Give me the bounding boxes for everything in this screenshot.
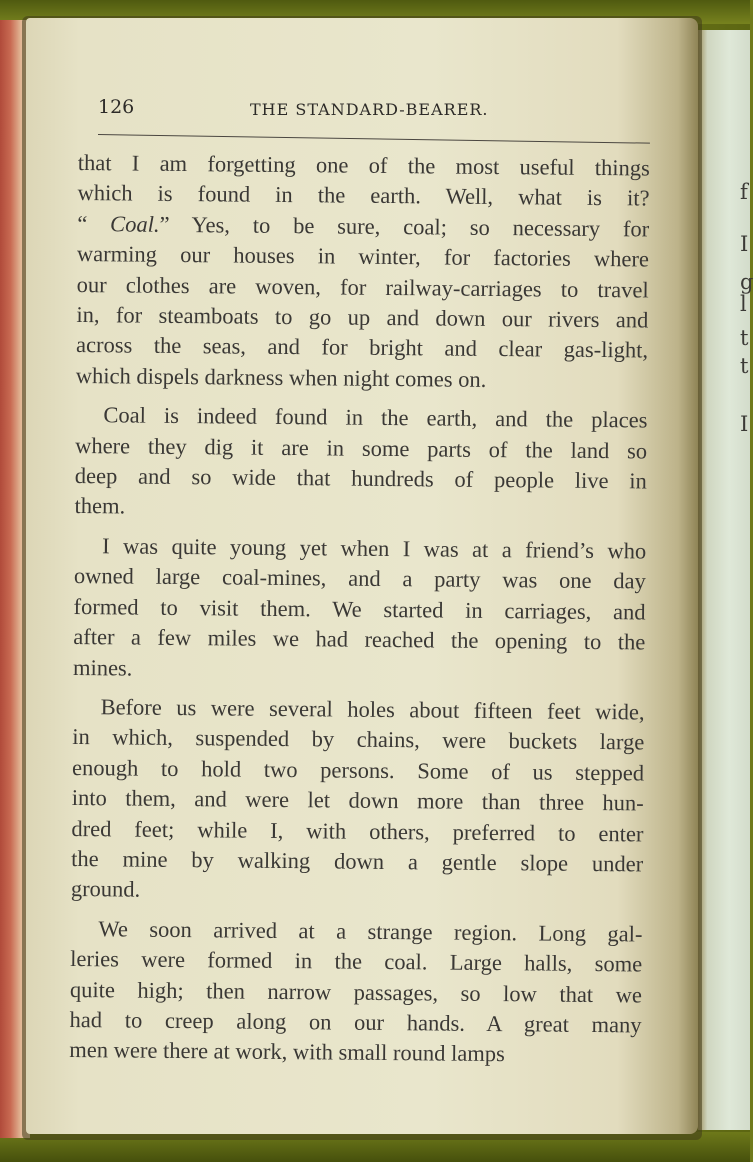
text-line: the mine by walking down a gentle slope under [71,845,644,877]
text-line: mines. [72,654,133,681]
text-line: into them, and were let down more than three hun- [71,785,644,816]
text-line: enough to hold two persons. Some of us stepped [71,754,645,786]
facing-page-letter: g [740,270,753,294]
text-line: deep and so wide that hundreds of people live in [74,463,647,494]
text-line: after a few miles we had reached the opening to the [73,624,646,655]
paragraph [71,692,645,910]
facing-page-letter: I [740,412,749,436]
text-line: had to creep along on our hands. A great many [69,1006,642,1038]
paragraph [73,531,646,689]
text-line: men were there at work, with small round lamps [69,1037,505,1067]
text-line: owned large coal-mines, and a party was one day [73,563,646,594]
facing-page-letter: t [740,354,749,378]
page-number: 126 [98,96,135,118]
text-line: them. [74,493,126,519]
text-line: leries were formed in the coal. Large halls, some [70,946,643,977]
facing-page-letter: l [740,292,747,316]
text-line: Coal is indeed found in the earth, and the places [103,402,648,433]
facing-page-edge [698,30,753,1130]
facing-page-letter: t [740,326,749,350]
facing-page-letter: I [740,232,749,256]
running-head: THE STANDARD-BEARER. [250,100,489,119]
text-line: ground. [70,876,141,902]
text-line: that I am forgetting one of the most useful things [77,149,650,181]
text-line: where they dig it are in some parts of the land so [75,432,648,464]
text-line: our clothes are woven, for railway-carriages to travel [76,271,649,303]
text-line: in, for steamboats to go up and down our rivers and [76,302,649,333]
text-line: quite high; then narrow passages, so low that we [69,976,643,1008]
text-line: warming our houses in winter, for factories where [76,241,650,272]
text-line: We soon arrived at a strange region. Long gal- [98,915,643,947]
text-line-rest: ” Yes, to be sure, coal; so necessary for [159,211,650,242]
paragraph [74,400,647,527]
page-header [98,96,658,126]
page-body-text [69,148,650,1071]
text-line: dred feet; while I, with others, preferred to enter [71,815,644,846]
paragraph [76,148,650,397]
text-line: across the seas, and for bright and clear gas-light, [75,332,649,363]
facing-page-letter: f [740,180,748,204]
italic-word-coal: Coal. [110,211,160,237]
text-line: which is found in the earth. Well, what is it? [77,180,650,211]
quote-mark: “ [77,210,111,237]
text-line: which dispels darkness when night comes on. [75,362,487,392]
text-line: in which, suspended by chains, were buckets large [72,724,645,755]
text-line: I was quite young yet when I was at a friend’s who [102,533,647,564]
text-line: formed to visit them. We started in carriages, and [73,593,646,625]
text-line: Before us were several holes about fifteen feet wide, [100,694,645,725]
paragraph [69,914,642,1072]
